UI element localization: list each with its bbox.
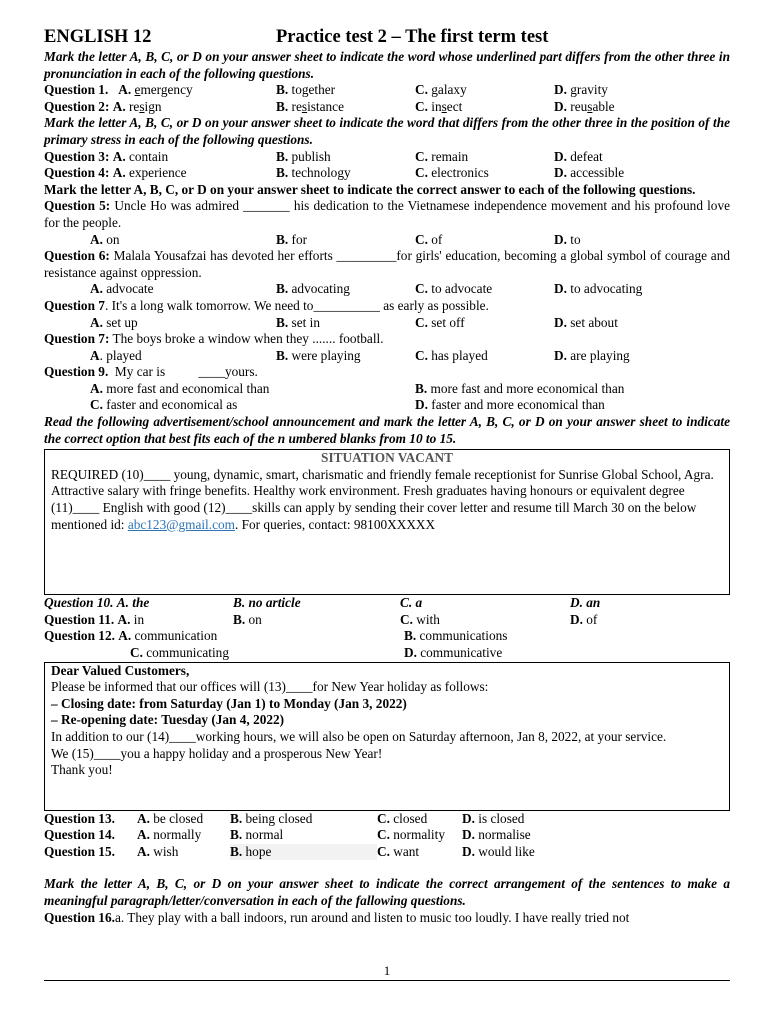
option-letter: A.: [116, 595, 129, 611]
option-b: more fast and more economical than: [427, 380, 625, 396]
option-c: set off: [427, 314, 465, 330]
question-15: [44, 844, 730, 861]
option-b: being closed: [242, 810, 313, 826]
option-a: on: [102, 231, 120, 247]
option-a: normally: [149, 827, 202, 843]
option-letter: A.: [112, 165, 126, 181]
option-letter: A.: [117, 611, 131, 627]
question-11: [44, 612, 730, 629]
advertisement-text: REQUIRED (10)____ young, dynamic, smart, charismatic and friendly female receptionist for Sunrise Global School, Agra. Attractive salary with fringe benefits. Healthy work environment. Fresh graduates having honours or equivalent degree (11)____ English with good (12)____skills can apply by sending their cover letter and resume till March 30 on the below mentioned id: abc123@gmail.com. For queries, contact: 98100XXXXX: [51, 466, 714, 532]
announcement-line: We (15)____you a happy holiday and a prosperous New Year!: [51, 745, 383, 761]
option-letter: B.: [233, 595, 246, 611]
option-b: advocating: [288, 281, 350, 297]
page-header: [44, 26, 730, 48]
question-9: [44, 364, 730, 381]
question-label: Question 7:: [44, 331, 110, 347]
question-5: [44, 198, 730, 231]
announcement-greeting: Dear Valued Customers,: [51, 662, 190, 678]
question-12-row1: [44, 628, 730, 645]
announcement-box: [44, 662, 730, 811]
option-a: communication: [131, 628, 218, 644]
option-d: an: [582, 595, 601, 611]
option-letter: A.: [90, 231, 103, 247]
option-a: advocate: [102, 281, 154, 297]
option-c: with: [412, 611, 440, 627]
question-text: a. They play with a ball indoors, run around and listen to music too loudly. I have really tried not: [114, 909, 630, 925]
option-c: a: [412, 595, 423, 611]
option-letter: C.: [377, 827, 390, 843]
option-b: together: [291, 82, 336, 98]
question-8-options: [44, 348, 730, 365]
option-b: publish: [288, 148, 331, 164]
instruction-arrangement: Mark the letter A, B, C, or D on your answer sheet to indicate the correct arrangement of the sentences to make a meaningful paragraph/letter/conversation in each of the fallowing questions.: [44, 876, 730, 908]
instruction-stress: Mark the letter A, B, C, or D on your answer sheet to indicate the word that differs from the other three in the position of the primary stress in each of the following questions.: [44, 115, 730, 147]
option-letter: A.: [137, 827, 150, 843]
option-letter: C.: [415, 148, 428, 164]
question-5-options: [44, 232, 730, 249]
question-label: Question 14.: [44, 827, 115, 843]
option-letter: B.: [404, 628, 417, 644]
option-a: emergency: [134, 82, 193, 98]
option-letter: C.: [415, 98, 428, 114]
option-letter: D.: [554, 82, 567, 98]
question-label: Question 4:: [44, 165, 110, 181]
option-letter: D.: [462, 827, 475, 843]
option-letter: A.: [118, 82, 132, 98]
email-link[interactable]: abc123@gmail.com: [127, 516, 235, 532]
closing-date: – Closing date: from Saturday (Jan 1) to Monday (Jan 3, 2022): [51, 695, 407, 711]
option-letter: C.: [415, 231, 428, 247]
question-label: Question 12.: [44, 628, 115, 644]
option-letter: D.: [554, 231, 567, 247]
subject-title: ENGLISH 12: [44, 27, 152, 47]
option-letter: B.: [230, 827, 243, 843]
option-letter: A.: [90, 314, 103, 330]
option-a: contain: [125, 148, 169, 164]
option-c: insect: [431, 98, 463, 114]
question-4: [44, 165, 730, 182]
option-letter: D.: [462, 810, 475, 826]
option-d: is closed: [474, 810, 525, 826]
option-c: normality: [389, 827, 445, 843]
option-letter: D.: [404, 645, 417, 661]
question-label: Question 7: [44, 297, 105, 313]
question-label: Question 9.: [44, 364, 109, 380]
question-text: The boys broke a window when they ....... football.: [109, 331, 384, 347]
option-letter: C.: [400, 595, 413, 611]
question-label: Question 13.: [44, 810, 115, 826]
option-a: resign: [128, 98, 162, 114]
option-c: closed: [389, 810, 428, 826]
option-letter: D.: [554, 165, 567, 181]
question-text: My car is ____yours.: [108, 364, 258, 380]
question-label: Question 15.: [44, 843, 115, 859]
option-d: of: [582, 611, 598, 627]
option-letter: D.: [554, 314, 567, 330]
option-letter: C.: [415, 347, 428, 363]
option-d: would like: [474, 843, 535, 859]
option-letter: D.: [554, 148, 567, 164]
option-letter: A.: [137, 810, 150, 826]
option-b: on: [245, 611, 262, 627]
box-title: SITUATION VACANT: [321, 450, 453, 466]
announcement-line: In addition to our (14)____working hours, we will also be open on Saturday afternoon, Jan 8, 2022, at your service.: [51, 729, 667, 744]
option-letter: B.: [230, 810, 243, 826]
announcement-closing: Thank you!: [51, 762, 113, 778]
option-b: resistance: [291, 98, 344, 114]
option-letter: C.: [130, 645, 143, 661]
situation-vacant-box: [44, 449, 730, 595]
option-d: normalise: [474, 827, 531, 843]
option-letter: A.: [118, 628, 132, 644]
option-d: to advocating: [566, 281, 643, 297]
test-title: Practice test 2 – The first term test: [276, 27, 549, 47]
option-letter: B.: [276, 148, 289, 164]
question-13: [44, 811, 730, 828]
question-label: Question 10.: [44, 595, 114, 611]
option-d: reusable: [570, 98, 615, 114]
option-a: . played: [99, 347, 142, 363]
question-9-options-row1: [44, 381, 730, 398]
question-6: [44, 248, 730, 281]
option-letter: B.: [276, 98, 289, 114]
question-label: Question 3:: [44, 148, 110, 164]
option-b: set in: [288, 314, 320, 330]
option-a: wish: [149, 843, 179, 859]
option-b: technology: [288, 165, 351, 181]
option-letter: D.: [570, 595, 583, 611]
question-label: Question 11.: [44, 611, 115, 627]
instruction-pronunciation: Mark the letter A, B, C, or D on your answer sheet to indicate the word whose underlined part differs from the other three in pronunciation in each of the following questions.: [44, 49, 730, 81]
announcement-line: Please be informed that our offices will (13)____for New Year holiday as follows:: [51, 679, 489, 695]
option-letter: B.: [233, 611, 246, 627]
option-d: defeat: [566, 148, 603, 164]
option-a: set up: [102, 314, 138, 330]
option-letter: C.: [400, 611, 413, 627]
option-b: were playing: [288, 347, 361, 363]
question-text: . It's a long walk tomorrow. We need to__________ as early as possible.: [104, 297, 489, 313]
option-letter: B.: [230, 843, 243, 859]
option-letter: B.: [415, 380, 428, 396]
option-c: communicating: [142, 645, 229, 661]
instruction-correct-answer: Mark the letter A, B, C, or D on your answer sheet to indicate the correct answer to each of the following questions.: [44, 181, 696, 197]
option-letter: B.: [276, 231, 289, 247]
option-d: faster and more economical than: [427, 397, 605, 413]
question-label: Question 5:: [44, 198, 111, 214]
question-9-options-row2: [44, 397, 730, 414]
option-d: set about: [566, 314, 618, 330]
option-letter: D.: [554, 347, 567, 363]
question-16: [44, 910, 730, 927]
option-b: for: [288, 231, 308, 247]
option-d: accessible: [566, 165, 625, 181]
option-b: normal: [242, 827, 284, 843]
option-letter: D.: [415, 397, 428, 413]
question-1: [44, 82, 730, 99]
option-a: the: [128, 595, 150, 611]
option-letter: D.: [554, 281, 567, 297]
question-10: [44, 595, 730, 612]
option-letter: A.: [112, 148, 126, 164]
option-letter: D.: [554, 98, 567, 114]
option-letter: A.: [112, 98, 126, 114]
question-12-row2: [44, 645, 730, 662]
option-letter: C.: [377, 810, 390, 826]
option-d: gravity: [570, 82, 608, 98]
option-b: hope: [242, 843, 272, 859]
option-a: be closed: [149, 810, 204, 826]
option-letter: A: [90, 347, 100, 363]
option-b: no article: [245, 595, 301, 611]
instruction-advertisement: Read the following advertisement/school announcement and mark the letter A, B, C, or D on your answer sheet to indicate the correct option that best fits each of the n umbered blanks from 10 to 15.: [44, 414, 730, 446]
option-letter: C.: [415, 165, 428, 181]
option-letter: A.: [90, 380, 103, 396]
option-a: experience: [125, 165, 187, 181]
option-a: more fast and economical than: [102, 380, 270, 396]
question-8: [44, 331, 730, 348]
page-footer: [44, 963, 730, 981]
option-d: are playing: [566, 347, 630, 363]
option-letter: D.: [570, 611, 583, 627]
question-7-options: [44, 315, 730, 332]
option-b: communications: [416, 628, 508, 644]
option-c: has played: [427, 347, 488, 363]
option-letter: C.: [377, 843, 390, 859]
option-letter: B.: [276, 165, 289, 181]
option-letter: A.: [90, 281, 103, 297]
option-letter: B.: [276, 82, 289, 98]
option-c: faster and economical as: [102, 397, 238, 413]
question-14: [44, 827, 730, 844]
option-letter: C.: [90, 397, 103, 413]
question-label: Question 1.: [44, 82, 109, 98]
option-c: of: [427, 231, 443, 247]
page-number: 1: [383, 963, 391, 978]
option-letter: A.: [137, 843, 150, 859]
option-letter: C.: [415, 82, 428, 98]
question-2: [44, 99, 730, 116]
question-label: Question 16.: [44, 909, 115, 925]
option-letter: C.: [415, 314, 428, 330]
question-3: [44, 149, 730, 166]
option-d: communicative: [416, 645, 503, 661]
option-letter: C.: [415, 281, 428, 297]
option-c: galaxy: [431, 82, 467, 98]
question-label: Question 2:: [44, 98, 110, 114]
option-c: electronics: [427, 165, 489, 181]
question-6-options: [44, 281, 730, 298]
option-letter: B.: [276, 347, 289, 363]
option-c: want: [389, 843, 420, 859]
option-letter: B.: [276, 281, 289, 297]
reopening-date: – Re-opening date: Tuesday (Jan 4, 2022): [51, 712, 285, 728]
option-letter: B.: [276, 314, 289, 330]
question-7: [44, 298, 730, 315]
option-c: remain: [427, 148, 469, 164]
question-text: Malala Yousafzai has devoted her efforts _________for girls' education, becoming a global symbol of courage and resistance against oppression.: [44, 248, 730, 280]
option-d: to: [566, 231, 581, 247]
question-text: Uncle Ho was admired _______ his dedication to the Vietnamese independence movement and his profound love for the people.: [44, 198, 730, 230]
question-label: Question 6:: [44, 248, 110, 264]
option-a: in: [130, 611, 145, 627]
option-c: to advocate: [427, 281, 493, 297]
option-letter: D.: [462, 843, 475, 859]
